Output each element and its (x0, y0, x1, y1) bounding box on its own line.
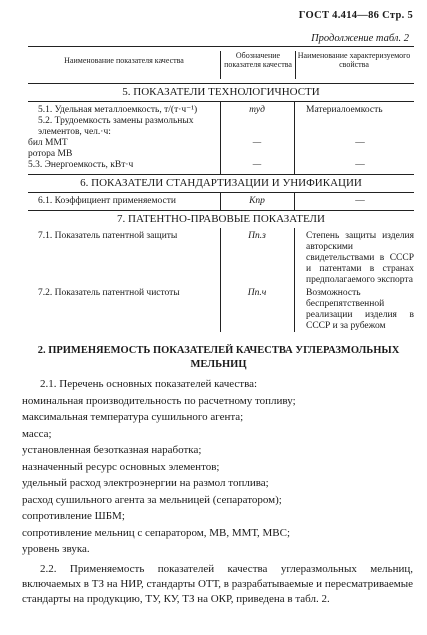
table-row (28, 160, 414, 174)
row-property: Материалоемкость (306, 105, 383, 115)
col-property-header: Наименование характеризуемого свойства (297, 51, 411, 69)
paragraph-2-2: 2.2. Применяемость показателей качества углеразмольных мельниц, включаемых в ТЗ на НИР, стандарты ОТТ, в разрабатываемые и пересматриваемые стандарты на продукцию, ТУ, КУ, ТЗ на ОКР, приведена в табл. 2. (22, 562, 413, 605)
col-symbol-header: Обозначение показателя качества (220, 51, 296, 79)
list-item: сопротивление ШБМ; (22, 510, 125, 522)
list-item: удельный расход электроэнергии на размол топлива; (22, 477, 269, 489)
row-name: 7.1. Показатель патентной защиты (38, 231, 178, 241)
list-item: максимальная температура сушильного агента; (22, 411, 244, 423)
section-title: 7. ПАТЕНТНО-ПРАВОВЫЕ ПОКАЗАТЕЛИ (117, 213, 325, 225)
table-row (28, 138, 414, 149)
table-row (28, 102, 414, 116)
row-property: — (355, 196, 365, 206)
row-symbol: — (252, 138, 262, 148)
row-symbol: — (252, 160, 262, 170)
table-continuation-label: Продолжение табл. 2 (311, 33, 409, 44)
table-header (28, 46, 414, 84)
row-name: ротора МВ (28, 149, 73, 159)
table-row (28, 149, 414, 160)
section-rows (28, 102, 414, 174)
row-name: 5.2. Трудоемкость замены размольных элементов, чел.·ч: (38, 116, 194, 137)
row-symbol: mуд (249, 105, 265, 115)
list-item: расход сушильного агента за мельницей (сепаратором); (22, 493, 282, 506)
list-item: уровень звука. (22, 543, 90, 555)
section-rows (28, 193, 414, 210)
gost-header: ГОСТ 4.414—86 Стр. 5 (298, 10, 413, 21)
row-name: 6.1. Коэффициент применяемости (38, 196, 176, 206)
paragraph-2-1: 2.1. Перечень основных показателей качества: (40, 378, 258, 390)
section-heading: 2. ПРИМЕНЯЕМОСТЬ ПОКАЗАТЕЛЕЙ КАЧЕСТВА УГЛЕРАЗМОЛЬНЫХ МЕЛЬНИЦ (37, 345, 400, 370)
list-item: назначенный ресурс основных элементов; (22, 460, 220, 473)
row-symbol (220, 116, 294, 138)
row-name: 7.2. Показатель патентной чистоты (38, 288, 180, 298)
row-name: 5.1. Удельная металлоемкость, т/(т·ч⁻¹) (38, 105, 198, 115)
row-property: Степень защиты изделия авторскими свидетельствами в СССР и патентами в странах предполагаемого экспорта (306, 231, 414, 285)
table-row (28, 286, 414, 332)
section-rows (28, 228, 414, 332)
row-symbol (220, 149, 294, 160)
row-name: бил ММТ (28, 138, 68, 148)
list-item: масса; (22, 427, 52, 440)
list-item: номинальная производительность по расчетному топливу; (22, 394, 296, 407)
row-symbol: Пп.ч (247, 288, 267, 298)
list-item: сопротивление мельниц с сепаратором, МВ, ММТ, МВС; (22, 526, 291, 539)
section-title: 6. ПОКАЗАТЕЛИ СТАНДАРТИЗАЦИИ И УНИФИКАЦИИ (28, 175, 414, 193)
row-property: — (355, 138, 365, 148)
section-2-body (22, 376, 413, 607)
list-item: установленная безотказная наработка; (22, 444, 202, 456)
section-title: 5. ПОКАЗАТЕЛИ ТЕХНОЛОГИЧНОСТИ (28, 84, 414, 102)
row-name: 5.3. Энергоемкость, кВт·ч (28, 160, 134, 170)
table-row (28, 193, 414, 210)
row-symbol: Kпр (249, 196, 265, 206)
row-property: — (355, 160, 365, 170)
row-property: Возможность беспрепятственной реализации изделия в СССР и за рубежом (306, 288, 414, 331)
col-name-header: Наименование показателя качества (64, 56, 184, 65)
table-row (28, 228, 414, 286)
row-symbol: Пп.з (248, 231, 266, 241)
table-row (28, 116, 414, 138)
row-property (294, 116, 414, 138)
quality-indicators-table (28, 46, 414, 332)
row-property (294, 149, 414, 160)
